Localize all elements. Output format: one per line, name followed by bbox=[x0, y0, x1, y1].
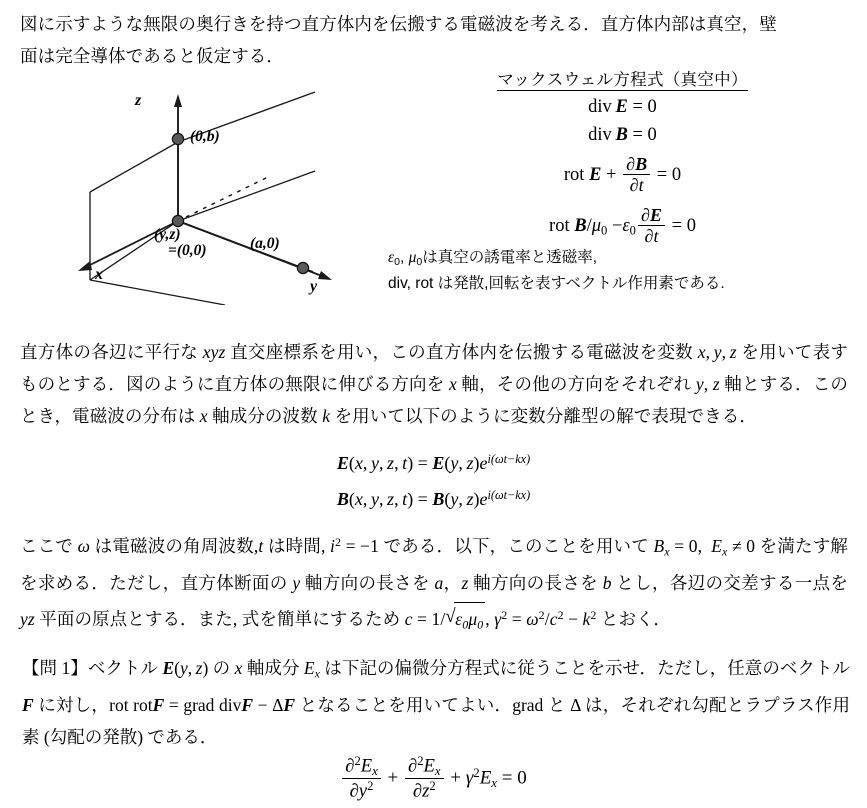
question-1-marker: 【問 1】 bbox=[22, 658, 88, 678]
waveguide-svg bbox=[70, 80, 390, 305]
body-paragraph-2: 直方体の各辺に平行な xyz 直交座標系を用い，この直方体内を伝搬する電磁波を変数 x, y, z を用いて表すものとする．図のように直方体の無限に伸びる方向を x 軸，その他の方向をそれぞれ y, z 軸とする．このとき，電磁波の分布は x 軸成分の波数 k を用いて以下のように変数分離型の解で表現できる． bbox=[20, 342, 849, 426]
maxwell-title: マックスウェル方程式（真空中） bbox=[497, 71, 748, 89]
axis-label-y: y bbox=[310, 278, 318, 295]
intro-line-1: 図に示すような無限の奥行きを持つ直方体内を伝搬する電磁波を考える．直方体内部は真空，壁 bbox=[20, 14, 777, 34]
maxwell-note-2: div, rot は発散,回転を表すベクトル作用素である. bbox=[388, 275, 725, 293]
figure-label-a0: (a,0) bbox=[250, 235, 280, 252]
question-1-equation: $\frac{\partial^2E_x}{\partial y^2}$ + $\frac{\partial^2E_x}{\partial z^2}$ + $\gamma^2E_x = 0$ bbox=[0, 755, 867, 803]
equation-E-field: E(x, y, z, t) = E(y, $z)e^{i(\omega t-kx)}$ bbox=[336, 452, 531, 474]
maxwell-equation-4: rot B/μ0 −ε0 $\frac{\partial E}{\partial t}$ = 0 bbox=[549, 204, 696, 246]
axis-label-z: z bbox=[135, 92, 142, 109]
node-point-origin bbox=[172, 215, 183, 226]
axis-label-x: x bbox=[95, 266, 103, 283]
maxwell-equation-3: rot E + $\frac{\partial B}{\partial t}$ = 0 bbox=[563, 154, 682, 196]
maxwell-note-1: ε0, μ0は真空の誘電率と透磁率, bbox=[388, 249, 598, 269]
figure-label-0b: (0,b) bbox=[190, 128, 220, 145]
intro-line-2: 面は完全導体であると仮定する． bbox=[20, 46, 284, 66]
node-point-0b bbox=[172, 133, 183, 144]
node-point-a0 bbox=[297, 262, 308, 273]
maxwell-title-wrap bbox=[378, 66, 867, 90]
maxwell-equations-panel bbox=[378, 66, 867, 294]
question-1-block: 【問 1】ベクトル E(y, z) の x 軸成分 $E_x$ は下記の偏微分方程式に従うことを示せ．ただし，任意のベクトル F に対し，rot rotF = grad divF − ΔF となることを用いてよい．grad と Δ は，それぞれ勾配とラプラス作用素 (勾配の発散) である． bbox=[22, 658, 851, 748]
figure-label-origin-yz: (y,z) bbox=[154, 226, 181, 243]
body-paragraph-3: ここで ω は電磁波の角周波数,t は時間, $i^2 = -1$ である．以下，このことを用いて $B_x = 0$, $E_x \ne 0$ を満たす解を求める．ただし，直方体断面の y 軸方向の長さを a，z 軸方向の長さを b とし，各辺の交差する一点を yz 平面の原点とする．また, 式を簡単にするため c = 1/ √ $\varepsilon_0\mu_0$ , $\gamma^2 = \omega^2/c^2 - k^2$ とおく． bbox=[20, 526, 848, 641]
maxwell-equation-2: div B = 0 bbox=[588, 125, 657, 145]
maxwell-equation-1: div E = 0 bbox=[588, 97, 657, 117]
equation-B-field: B(x, y, z, t) = B(y, $z)e^{i(\omega t-kx)}$ bbox=[336, 488, 531, 510]
figure-label-origin-00: =(0,0) bbox=[168, 242, 207, 259]
intro-paragraph bbox=[20, 8, 848, 72]
waveguide-figure bbox=[70, 80, 390, 305]
